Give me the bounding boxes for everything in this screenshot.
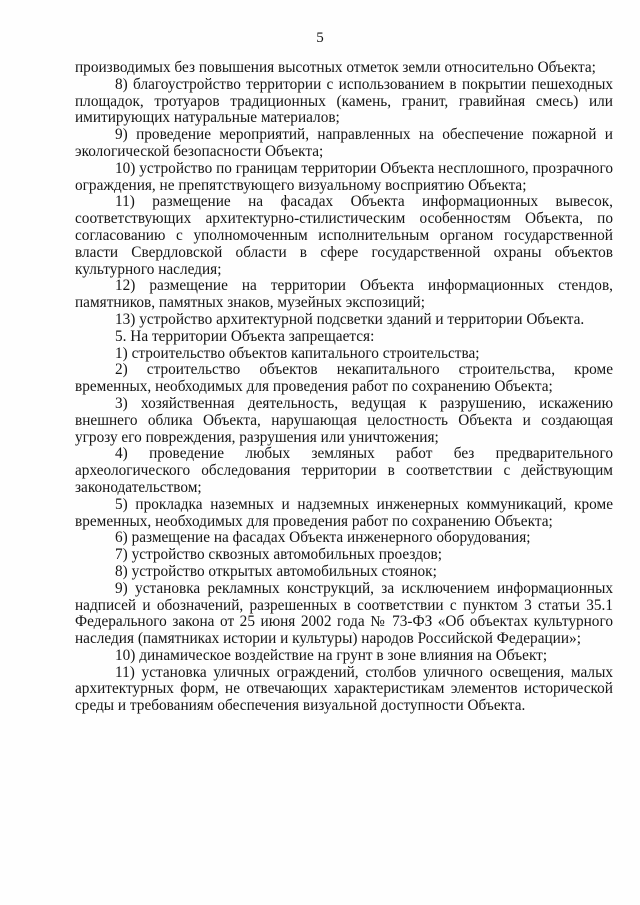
paragraph: 2) строительство объектов некапитального строительства, кроме временных, необходимых для проведения работ по сохранению Объекта; bbox=[75, 361, 613, 396]
section-heading: 5. На территории Объекта запрещается: bbox=[115, 327, 375, 345]
paragraph: 10) динамическое воздействие на грунт в зоне влияния на Объект; bbox=[115, 646, 548, 664]
document-body bbox=[75, 60, 613, 715]
paragraph: 10) устройство по границам территории Объекта несплошного, прозрачного ограждения, не препятствующего визуальному восприятию Объекта; bbox=[75, 159, 613, 194]
paragraph: производимых без повышения высотных отметок земли относительно Объекта; bbox=[75, 59, 596, 76]
paragraph: 6) размещение на фасадах Объекта инженерного оборудования; bbox=[115, 529, 531, 547]
paragraph: 8) благоустройство территории с использованием в покрытии пешеходных площадок, тротуаров традиционных (камень, гранит, гравийная смесь) или имитирующих натуральные материалов; bbox=[75, 75, 613, 127]
paragraph: 8) устройство открытых автомобильных стоянок; bbox=[115, 562, 437, 580]
paragraph: 3) хозяйственная деятельность, ведущая к разрушению, искажению внешнего облика Объекта, нарушающая целостность Объекта и создающая угрозу его повреждения, разрушения или уничтожения; bbox=[75, 394, 613, 446]
paragraph: 9) установка рекламных конструкций, за исключением информационных надписей и обозначений, разрешенных в соответствии с пунктом 3 статьи 35.1 Федерального закона от 25 июня 2002 года № 73-ФЗ «Об объектах культурного наследия (памятниках истории и культуры) народов Российской Федерации»; bbox=[75, 579, 613, 648]
paragraph: 7) устройство сквозных автомобильных проездов; bbox=[115, 546, 443, 564]
paragraph: 11) размещение на фасадах Объекта информационных вывесок, соответствующих архитектурно-стилистическим особенностям Объекта, по согласованию с уполномоченным исполнительным органом государственной власти Свердловской области в сфере государственной охраны объектов культурного наследия; bbox=[75, 193, 613, 278]
paragraph: 11) установка уличных ограждений, столбов уличного освещения, малых архитектурных форм, не отвечающих характеристикам элементов исторической среды и требованиям обеспечения визуальной доступности Объекта. bbox=[75, 663, 613, 715]
paragraph: 1) строительство объектов капитального строительства; bbox=[115, 344, 480, 362]
paragraph: 9) проведение мероприятий, направленных на обеспечение пожарной и экологической безопасности Объекта; bbox=[75, 126, 613, 160]
paragraph: 12) размещение на территории Объекта информационных стендов, памятников, памятных знаков, музейных экспозиций; bbox=[75, 277, 613, 312]
paragraph: 13) устройство архитектурной подсветки зданий и территории Объекта. bbox=[115, 310, 585, 328]
paragraph: 5) прокладка наземных и надземных инженерных коммуникаций, кроме временных, необходимых для проведения работ по сохранению Объекта; bbox=[75, 495, 613, 530]
paragraph: 4) проведение любых земляных работ без предварительного археологического обследования территории в соответствии с действующим законодательством; bbox=[75, 445, 613, 496]
page-number: 5 bbox=[316, 30, 324, 46]
